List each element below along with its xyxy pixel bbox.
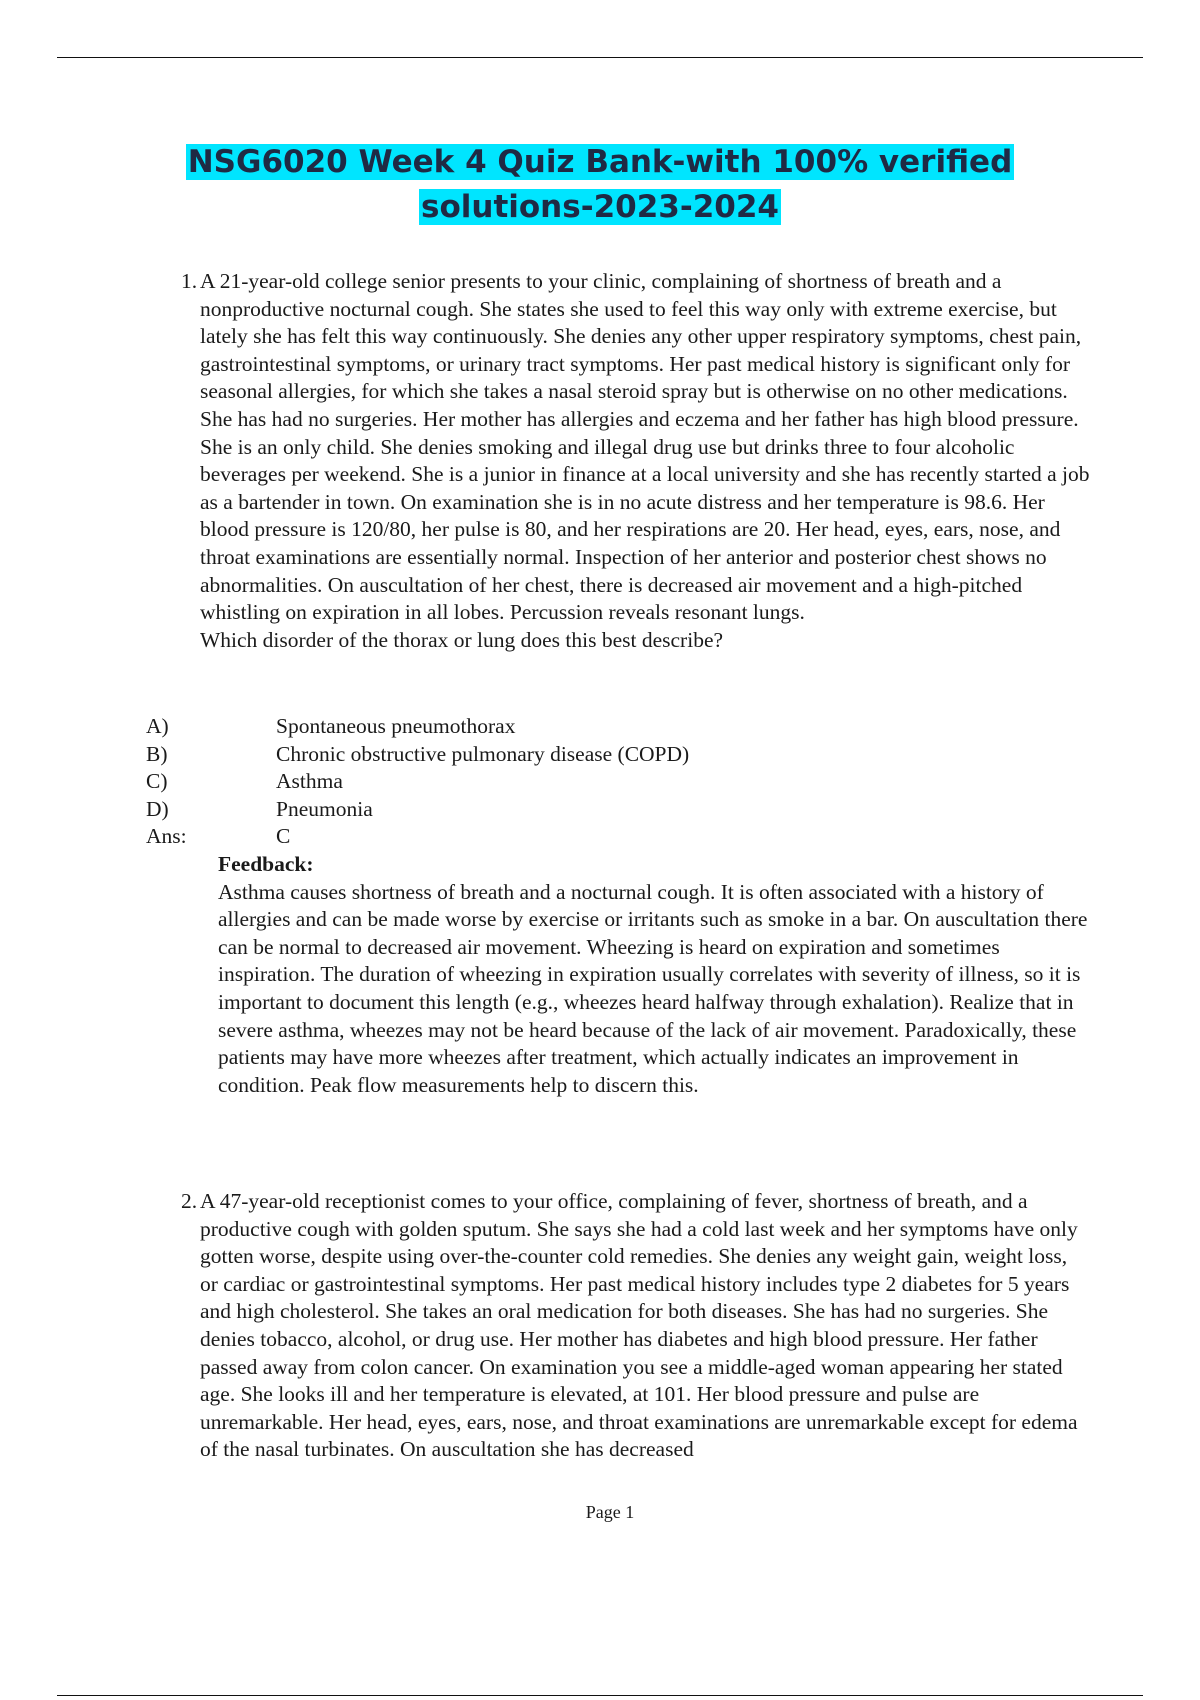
option-text: Pneumonia (276, 796, 373, 821)
feedback-label: Feedback: (218, 852, 314, 876)
question-number: 2. (181, 1189, 198, 1213)
option-text: Chronic obstructive pulmonary disease (COPD) (276, 741, 690, 766)
question-prompt: Which disorder of the thorax or lung does this best describe? (200, 627, 724, 652)
answer-label: Ans: (146, 824, 187, 849)
option-a (146, 713, 1046, 741)
top-rule (57, 57, 1143, 58)
option-letter: B) (146, 741, 168, 766)
question-stem: A 47-year-old receptionist comes to your office, complaining of fever, shortness of breath, and a productive cough with golden sputum. She says she had a cold last week and her symptoms have only gotten worse, despite using over-the-counter cold remedies. She denies any weight gain, weight loss, or cardiac or gastrointestinal symptoms. Her past medical history includes type 2 diabetes for 5 years and high cholesterol. She takes an oral medication for both diseases. She has had no surgeries. She denies tobacco, alcohol, or drug use. Her mother has diabetes and high blood pressure. Her father passed away from colon cancer. On examination you see a middle-aged woman appearing her stated age. She looks ill and her temperature is elevated, at 101. Her blood pressure and pulse are unremarkable. Her head, eyes, ears, nose, and throat examinations are unremarkable except for edema of the nasal turbinates. On auscultation she has decreased (200, 1189, 1078, 1462)
answer-value: C (276, 824, 291, 849)
option-text: Spontaneous pneumothorax (276, 714, 516, 738)
feedback-text: Asthma causes shortness of breath and a nocturnal cough. It is often associated with a history of allergies and can be made worse by exercise or irritants such as smoke in a bar. On auscultation there can be normal to decreased air movement. Wheezing is heard on expiration and sometimes inspiration. The duration of wheezing in expiration usually correlates with severity of illness, so it is important to document this length (e.g., wheezes heard halfway through exhalation). Realize that in severe asthma, wheezes may not be heard because of the lack of air movement. Paradoxically, these patients may have more wheezes after treatment, which actually indicates an improvement in condition. Peak flow measurements help to discern this. (218, 879, 1088, 1097)
option-letter: A) (146, 714, 169, 738)
document-title (0, 140, 1200, 230)
question-stem: A 21-year-old college senior presents to your clinic, complaining of shortness of breath and a nonproductive nocturnal cough. She states she used to feel this way only with extreme exercise, but lately she has felt this way continuously. She denies any other upper respiratory symptoms, chest pain, gastrointestinal symptoms, or urinary tract symptoms. Her past medical history is significant only for seasonal allergies, for which she takes a nasal steroid spray but is otherwise on no other medications. She has had no surgeries. Her mother has allergies and eczema and her father has high blood pressure. She is an only child. She denies smoking and illegal drug use but drinks three to four alcoholic beverages per weekend. She is a junior in finance at a local university and she has recently started a job as a bartender in town. On examination she is in no acute distress and her temperature is 98.6. Her blood pressure is 120/80, her pulse is 80, and her respirations are 20. Her head, eyes, ears, nose, and throat examinations are essentially normal. Inspection of her anterior and posterior chest shows no abnormalities. On auscultation of her chest, there is decreased air movement and a high-pitched whistling on expiration in all lobes. Percussion reveals resonant lungs. (200, 269, 1090, 625)
page-number: Page 1 (585, 1502, 635, 1522)
option-b (146, 741, 1046, 769)
title-line-2: solutions-2023-2024 (421, 189, 779, 225)
bottom-rule (57, 1695, 1143, 1696)
answer-options (146, 713, 1046, 851)
option-letter: C) (146, 769, 168, 794)
question-2 (181, 1188, 1090, 1464)
feedback-section (218, 851, 1098, 1099)
title-line-1: NSG6020 Week 4 Quiz Bank-with 100% verified (187, 144, 1013, 180)
question-1 (181, 268, 1090, 654)
question-number: 1. (181, 269, 198, 293)
option-d (146, 796, 1046, 824)
option-text: Asthma (276, 769, 343, 794)
option-letter: D) (146, 796, 169, 821)
option-c (146, 768, 1046, 796)
answer-row (146, 823, 1046, 851)
